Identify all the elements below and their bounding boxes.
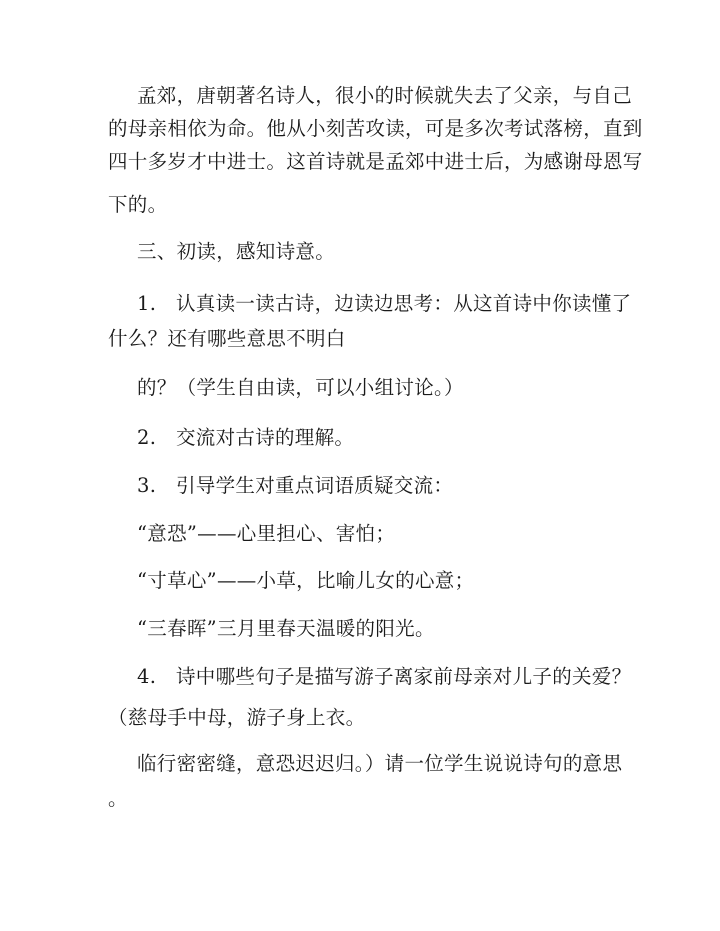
intro-paragraph-line-4: 下的。 xyxy=(108,193,168,216)
item-3: 3. 引导学生对重点词语质疑交流： xyxy=(137,474,454,497)
term-definition: “三春晖”三月里春天温暖的阳光。 xyxy=(137,617,435,640)
term-definition: “寸草心”——小草，比喻儿女的心意； xyxy=(137,569,475,592)
item-1-line-3: 的？（学生自由读，可以小组讨论。） xyxy=(137,376,464,399)
intro-paragraph-line-1: 孟郊，唐朝著名诗人，很小的时候就失去了父亲，与自己 xyxy=(137,84,633,107)
section-heading: 三、初读，感知诗意。 xyxy=(137,240,336,263)
item-4-line-4: 。 xyxy=(108,787,128,810)
term-definition: “意恐”——心里担心、害怕； xyxy=(137,522,396,545)
item-4-line-3: 临行密密缝，意恐迟迟归。）请一位学生说说诗句的意思 xyxy=(137,752,623,775)
intro-paragraph-line-2: 的母亲相依为命。他从小刻苦攻读，可是多次考试落榜，直到 xyxy=(108,117,643,140)
item-4-line-2: （慈母手中母，游子身上衣。 xyxy=(108,706,366,729)
item-1-line-2: 什么？还有哪些意思不明白 xyxy=(108,327,346,350)
item-2: 2. 交流对古诗的理解。 xyxy=(137,426,355,449)
item-4-line-1: 4. 诗中哪些句子是描写游子离家前母亲对儿子的关爱？ xyxy=(137,665,632,688)
item-1-line-1: 1. 认真读一读古诗，边读边思考：从这首诗中你读懂了 xyxy=(137,292,632,315)
intro-paragraph-line-3: 四十多岁才中进士。这首诗就是孟郊中进士后，为感谢母恩写 xyxy=(108,150,643,173)
